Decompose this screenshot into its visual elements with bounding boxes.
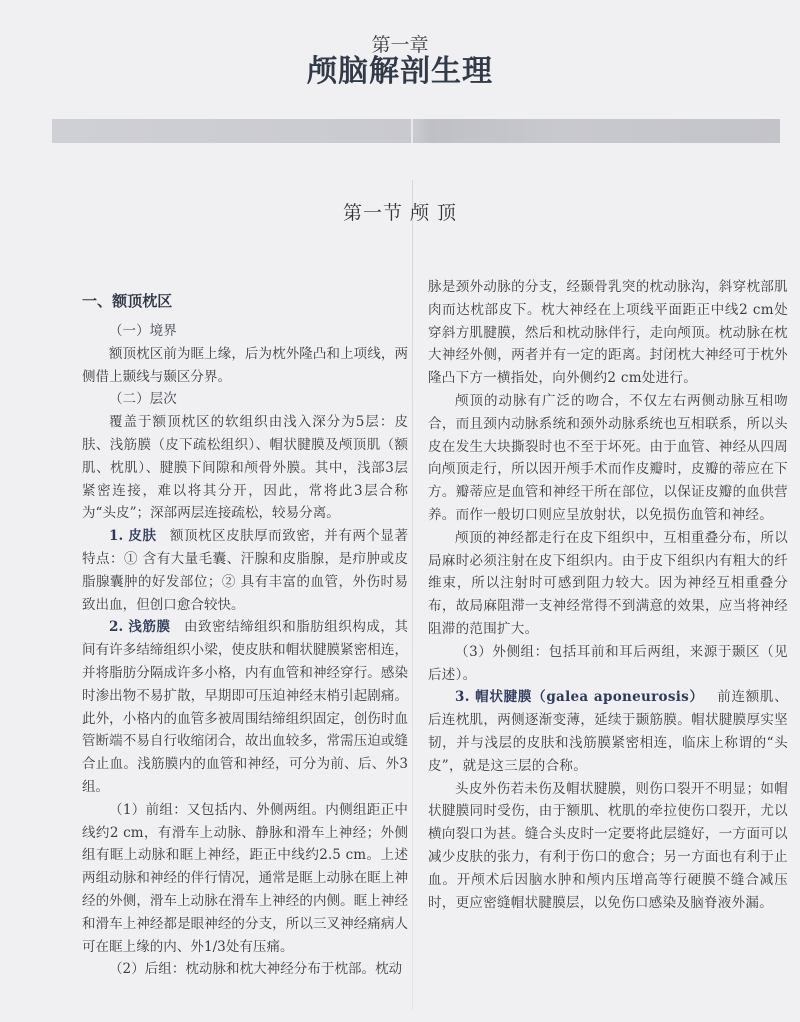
subheading-boundary: （一）境界 <box>109 323 177 339</box>
subheading-layers: （二）层次 <box>109 391 177 408</box>
left-column <box>82 288 408 981</box>
paragraph-lateral-group: （3）外侧组：包括耳前和耳后两组，来源于颞区（见后述）。 <box>428 643 788 683</box>
paragraph-injury: 头皮外伤若未伤及帽状腱膜，则伤口裂开不明显；如帽状腱膜同时受伤，由于额肌、枕肌的牵拉使伤口裂开，尤以横向裂口为甚。缝合头皮时一定要将此层缝好，一方面可以减少皮肤的张力，有利于伤口的愈合；另一方面也有利于止血。开颅术后因脑水肿和颅内压增高等行硬膜不缝合减压时，更应密缝帽状腱膜层，以免伤口感染及脑脊液外漏。 <box>428 780 788 911</box>
skin-text: 额顶枕区皮肤厚而致密，并有两个显著特点：① 含有大量毛囊、汗腺和皮脂腺，是疖肿或皮脂腺囊肿的好发部位；② 具有丰富的血管，外伤时易致出血，但创口愈合较快。 <box>82 528 408 613</box>
paragraph-layers: 覆盖于额顶枕区的软组织由浅入深分为5层：皮肤、浅筋膜（皮下疏松组织）、帽状腱膜及颅顶肌（额肌、枕肌）、腱膜下间隙和颅骨外膜。其中，浅部3层紧密连接，难以将其分开，因此，常将此3层合称为“头皮”；深部两层连接疏松，较易分离。 <box>82 414 408 522</box>
chapter-label: 第一章 <box>371 34 429 56</box>
band-divider <box>411 119 413 143</box>
paragraph-skin <box>82 525 408 616</box>
term-galea: 3. 帽状腱膜（galea aponeurosis） <box>455 689 704 706</box>
paragraph-front-group: （1）前组：又包括内、外侧两组。内侧组距正中线约2 cm，有滑车上动脉、静脉和滑车上神经；外侧组有眶上动脉和眶上神经，距正中线约2.5 cm。上述两组动脉和神经的伴行情况，通常是眶上动脉在眶上神经的外侧，滑车上动脉在滑车上神经的内侧。眶上神经和滑车上神经都是眼神经的分支，所以三叉神经痛病人可在眶上缘的内、外1/3处有压痛。 <box>82 801 408 955</box>
section-title: 第一节 颅 顶 <box>342 202 458 224</box>
paragraph-fascia <box>82 616 408 798</box>
page-fold-line <box>412 180 413 1010</box>
term-skin: 1. 皮肤 <box>109 528 157 545</box>
heading-frontoparietooccipital: 一、额顶枕区 <box>82 292 173 310</box>
paragraph-arteries: 颅顶的动脉有广泛的吻合，不仅左右两侧动脉互相吻合，而且颈内动脉系统和颈外动脉系统也互相联系，所以头皮在发生大块撕裂时也不至于坏死。由于血管、神经从四周向颅顶走行，所以因开颅手术而作皮瓣时，皮瓣的蒂应在下方。瓣蒂应是血管和神经干所在部位，以保证皮瓣的血供营养。而作一般切口则应呈放射状，以免损伤血管和神经。 <box>428 392 788 523</box>
right-column <box>428 276 788 914</box>
term-fascia: 2. 浅筋膜 <box>109 619 171 636</box>
decorative-band <box>52 119 780 143</box>
paragraph-boundary: 额顶枕区前为眶上缘，后为枕外隆凸和上项线，两侧借上颞线与颞区分界。 <box>82 345 408 385</box>
paragraph-continued: 脉是颈外动脉的分支，经颞骨乳突的枕动脉沟，斜穿枕部肌肉而达枕部皮下。枕大神经在上项线平面距正中线2 cm处穿斜方肌腱膜，然后和枕动脉伴行，走向颅顶。枕动脉在枕大神经外侧，两者并有一定的距离。封闭枕大神经可于枕外隆凸下方一横指处，向外侧约2 cm处进行。 <box>428 279 788 387</box>
galea-text: 前连额肌、后连枕肌，两侧逐渐变薄，延续于颞筋膜。帽状腱膜厚实坚韧，并与浅层的皮肤和浅筋膜紧密相连，临床上称谓的“头皮”，就是这三层的合称。 <box>428 689 788 774</box>
paragraph-back-group: （2）后组：枕动脉和枕大神经分布于枕部。枕动 <box>109 961 403 978</box>
paragraph-galea <box>428 686 788 777</box>
paragraph-nerves: 颅顶的神经都走行在皮下组织中，互相重叠分布，所以局麻时必须注射在皮下组织内。由于皮下组织内有粗大的纤维束，所以注射时可感到阻力较大。因为神经互相重叠分布，故局麻阻滞一支神经常得不到满意的效果，应当将神经阻滞的范围扩大。 <box>428 529 788 637</box>
chapter-title: 颅脑解剖生理 <box>307 54 493 89</box>
fascia-text: 由致密结缔组织和脂肪组织构成，其间有许多结缔组织小梁，使皮肤和帽状腱膜紧密相连，并将脂肪分隔成许多小格，内有血管和神经穿行。感染时渗出物不易扩散，早期即可压迫神经末梢引起剧痛。此外，小格内的血管多被周围结缔组织固定，创伤时血管断端不易自行收缩闭合，故出血较多，常需压迫或缝合止血。浅筋膜内的血管和神经，可分为前、后、外3组。 <box>82 619 408 795</box>
